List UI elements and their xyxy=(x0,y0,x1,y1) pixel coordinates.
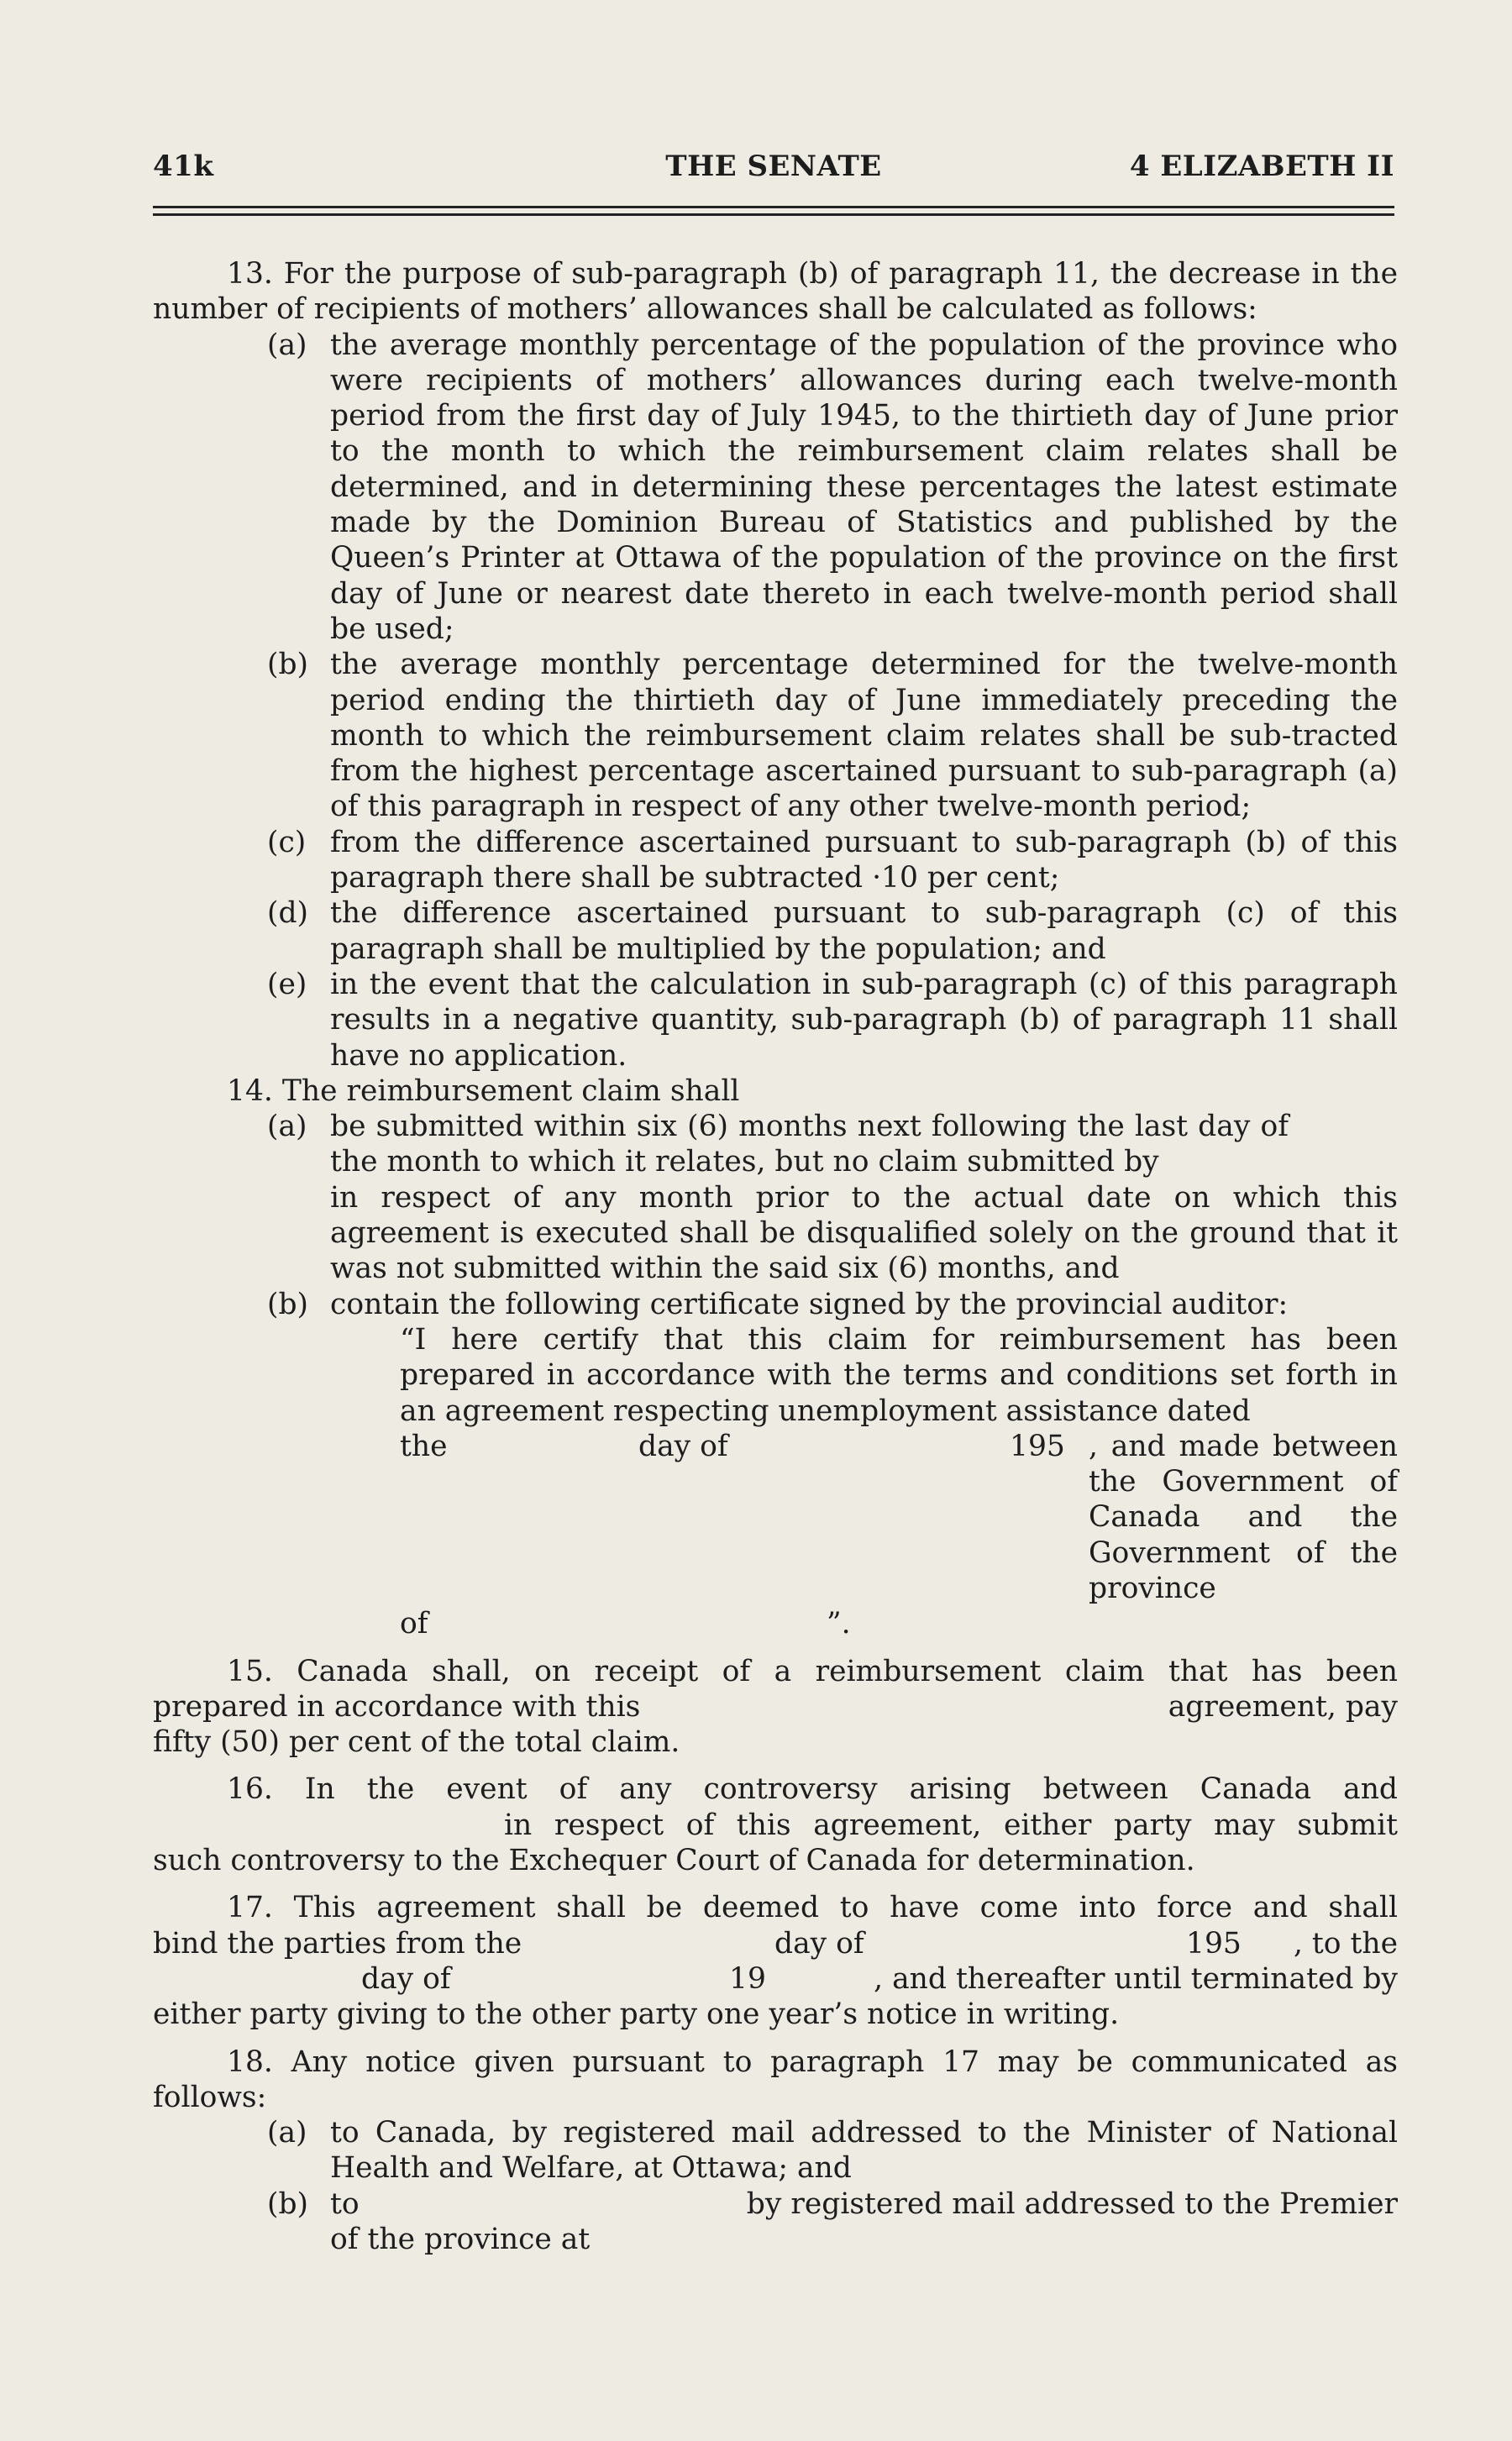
item-text-line1: be submitted within six (6) months next following the last day of the month to which it relates, but no claim submitted by xyxy=(330,1110,1289,1179)
item-label: (c) xyxy=(267,825,307,859)
document-body xyxy=(153,256,1398,2257)
para-13-item-c xyxy=(153,825,1398,896)
para-15-line2-b: agreement, pay xyxy=(1168,1689,1398,1724)
page-number: 41k xyxy=(153,150,214,183)
para-16-line1: 16. In the event of any controversy arising between Canada and xyxy=(227,1772,1398,1807)
item-text: to Canada, by registered mail addressed to the Minister of National Health and Welfare, at Ottawa; and xyxy=(330,2116,1398,2186)
item-label: (a) xyxy=(267,328,307,362)
para-15-line2-a: prepared in accordance with this xyxy=(153,1689,641,1724)
para-13-item-d xyxy=(153,895,1398,967)
para-14-intro: 14. The reimbursement claim shall xyxy=(227,1074,740,1108)
para-17-line2-a: bind the parties from the xyxy=(153,1926,522,1961)
para-17-line3-b: 19 xyxy=(729,1961,766,1996)
para-17-line3-a: day of xyxy=(361,1961,451,1996)
page-header xyxy=(153,150,1394,188)
para-16 xyxy=(153,1772,1398,1878)
certificate-day-of: day of xyxy=(638,1429,728,1463)
item-label: (b) xyxy=(267,2186,309,2221)
para-17-line3-c: , and thereafter until terminated by xyxy=(874,1961,1398,1996)
para-13-item-a xyxy=(153,328,1398,648)
item-label: (a) xyxy=(267,2116,307,2150)
item-text: in the event that the calculation in sub-paragraph (c) of this paragraph results in a negative quantity, sub-paragraph (b) of paragraph 11 shall have no application. xyxy=(330,967,1398,1073)
para-17 xyxy=(153,1890,1398,2032)
item-label: (e) xyxy=(267,967,307,1001)
para-17-line1: 17. This agreement shall be deemed to have come into force and shall xyxy=(227,1891,1398,1925)
certificate-the: the xyxy=(400,1429,448,1463)
item-label: (a) xyxy=(267,1110,307,1144)
para-15-line2 xyxy=(153,1689,1398,1724)
item-text: the difference ascertained pursuant to sub-paragraph (c) of this paragraph shall be multiplied by the population; and xyxy=(330,896,1398,966)
item-text-rest: in respect of any month prior to the actual date on which this agreement is executed shall be disqualified solely on the ground that it was not submitted within the said six (6) months, and xyxy=(330,1180,1398,1286)
para-15 xyxy=(153,1654,1398,1761)
certificate-date-line xyxy=(400,1429,1398,1464)
item-text: from the difference ascertained pursuant to sub-paragraph (b) of this paragraph there shall be subtracted ·10 per cent; xyxy=(330,825,1398,895)
para-18-intro: 18. Any notice given pursuant to paragraph 17 may be communicated as follows: xyxy=(153,2045,1398,2114)
para-17-line3 xyxy=(153,1961,1398,1997)
item-label: (b) xyxy=(267,648,309,682)
para-13-item-e xyxy=(153,967,1398,1074)
para-15-line3: fifty (50) per cent of the total claim. xyxy=(153,1725,680,1760)
item-b-line2: of the province at xyxy=(330,2223,591,2257)
auditor-certificate xyxy=(153,1322,1398,1642)
item-b-rest: by registered mail addressed to the Premier xyxy=(746,2186,1398,2221)
para-16-line3: such controversy to the Exchequer Court of Canada for determination. xyxy=(153,1844,1195,1878)
para-18-item-b-line1 xyxy=(330,2186,1398,2222)
item-label: (d) xyxy=(267,896,309,931)
para-17-line2-c: 195 xyxy=(1186,1926,1242,1961)
certificate-text: “I here certify that this claim for reimbursement has been prepared in accordance with the terms and conditions set forth in an agreement respecting unemployment assistance dated xyxy=(400,1322,1398,1428)
para-16-line2: in respect of this agreement, either party may submit xyxy=(504,1808,1398,1842)
certificate-close: ”. xyxy=(827,1607,851,1641)
header-rule-bottom xyxy=(153,213,1394,216)
para-18-item-a xyxy=(153,2115,1398,2186)
para-13-item-b xyxy=(153,647,1398,824)
certificate-year: 195 xyxy=(1010,1429,1065,1463)
para-18-item-b xyxy=(153,2186,1398,2258)
certificate-after: , and made between the Government of Canada and the Government of the province xyxy=(1089,1429,1398,1605)
item-text: contain the following certificate signed by the provincial auditor: xyxy=(330,1287,1289,1321)
para-17-line4: either party giving to the other party one year’s notice in writing. xyxy=(153,1997,1120,2032)
para-17-line2 xyxy=(153,1926,1398,1961)
para-14-item-b xyxy=(153,1287,1398,1322)
page-title: THE SENATE xyxy=(665,150,882,183)
item-label: (b) xyxy=(267,1287,309,1321)
certificate-of: of xyxy=(400,1607,428,1641)
para-13-intro: 13. For the purpose of sub-paragraph (b) of paragraph 11, the decrease in the number of recipients of mothers’ allowances shall be calculated as follows: xyxy=(153,257,1398,327)
para-17-line2-d: , to the xyxy=(1293,1926,1398,1961)
regnal-year: 4 ELIZABETH II xyxy=(1129,150,1394,183)
header-rule-top xyxy=(153,206,1394,208)
certificate-close-line xyxy=(400,1606,1398,1641)
para-14-item-a xyxy=(153,1109,1398,1286)
item-b-to: to xyxy=(330,2186,360,2221)
item-text: the average monthly percentage determined for the twelve-month period ending the thirtieth day of June immediately preceding the month to which the reimbursement claim relates shall be sub-tracted from the highest percentage ascertained pursuant to sub-paragraph (a) of this paragraph in respect of any other twelve-month period; xyxy=(330,648,1398,824)
item-text: the average monthly percentage of the population of the province who were recipients of mothers’ allowances during each twelve-month period from the first day of July 1945, to the thirtieth day of June prior to the month to which the reimbursement claim relates shall be determined, and in determining these percentages the latest estimate made by the Dominion Bureau of Statistics and published by the Queen’s Printer at Ottawa of the population of the province on the first day of June or nearest date thereto in each twelve-month period shall be used; xyxy=(330,328,1398,646)
para-15-line1: 15. Canada shall, on receipt of a reimbursement claim that has been xyxy=(227,1654,1398,1688)
para-17-line2-b: day of xyxy=(774,1926,864,1961)
